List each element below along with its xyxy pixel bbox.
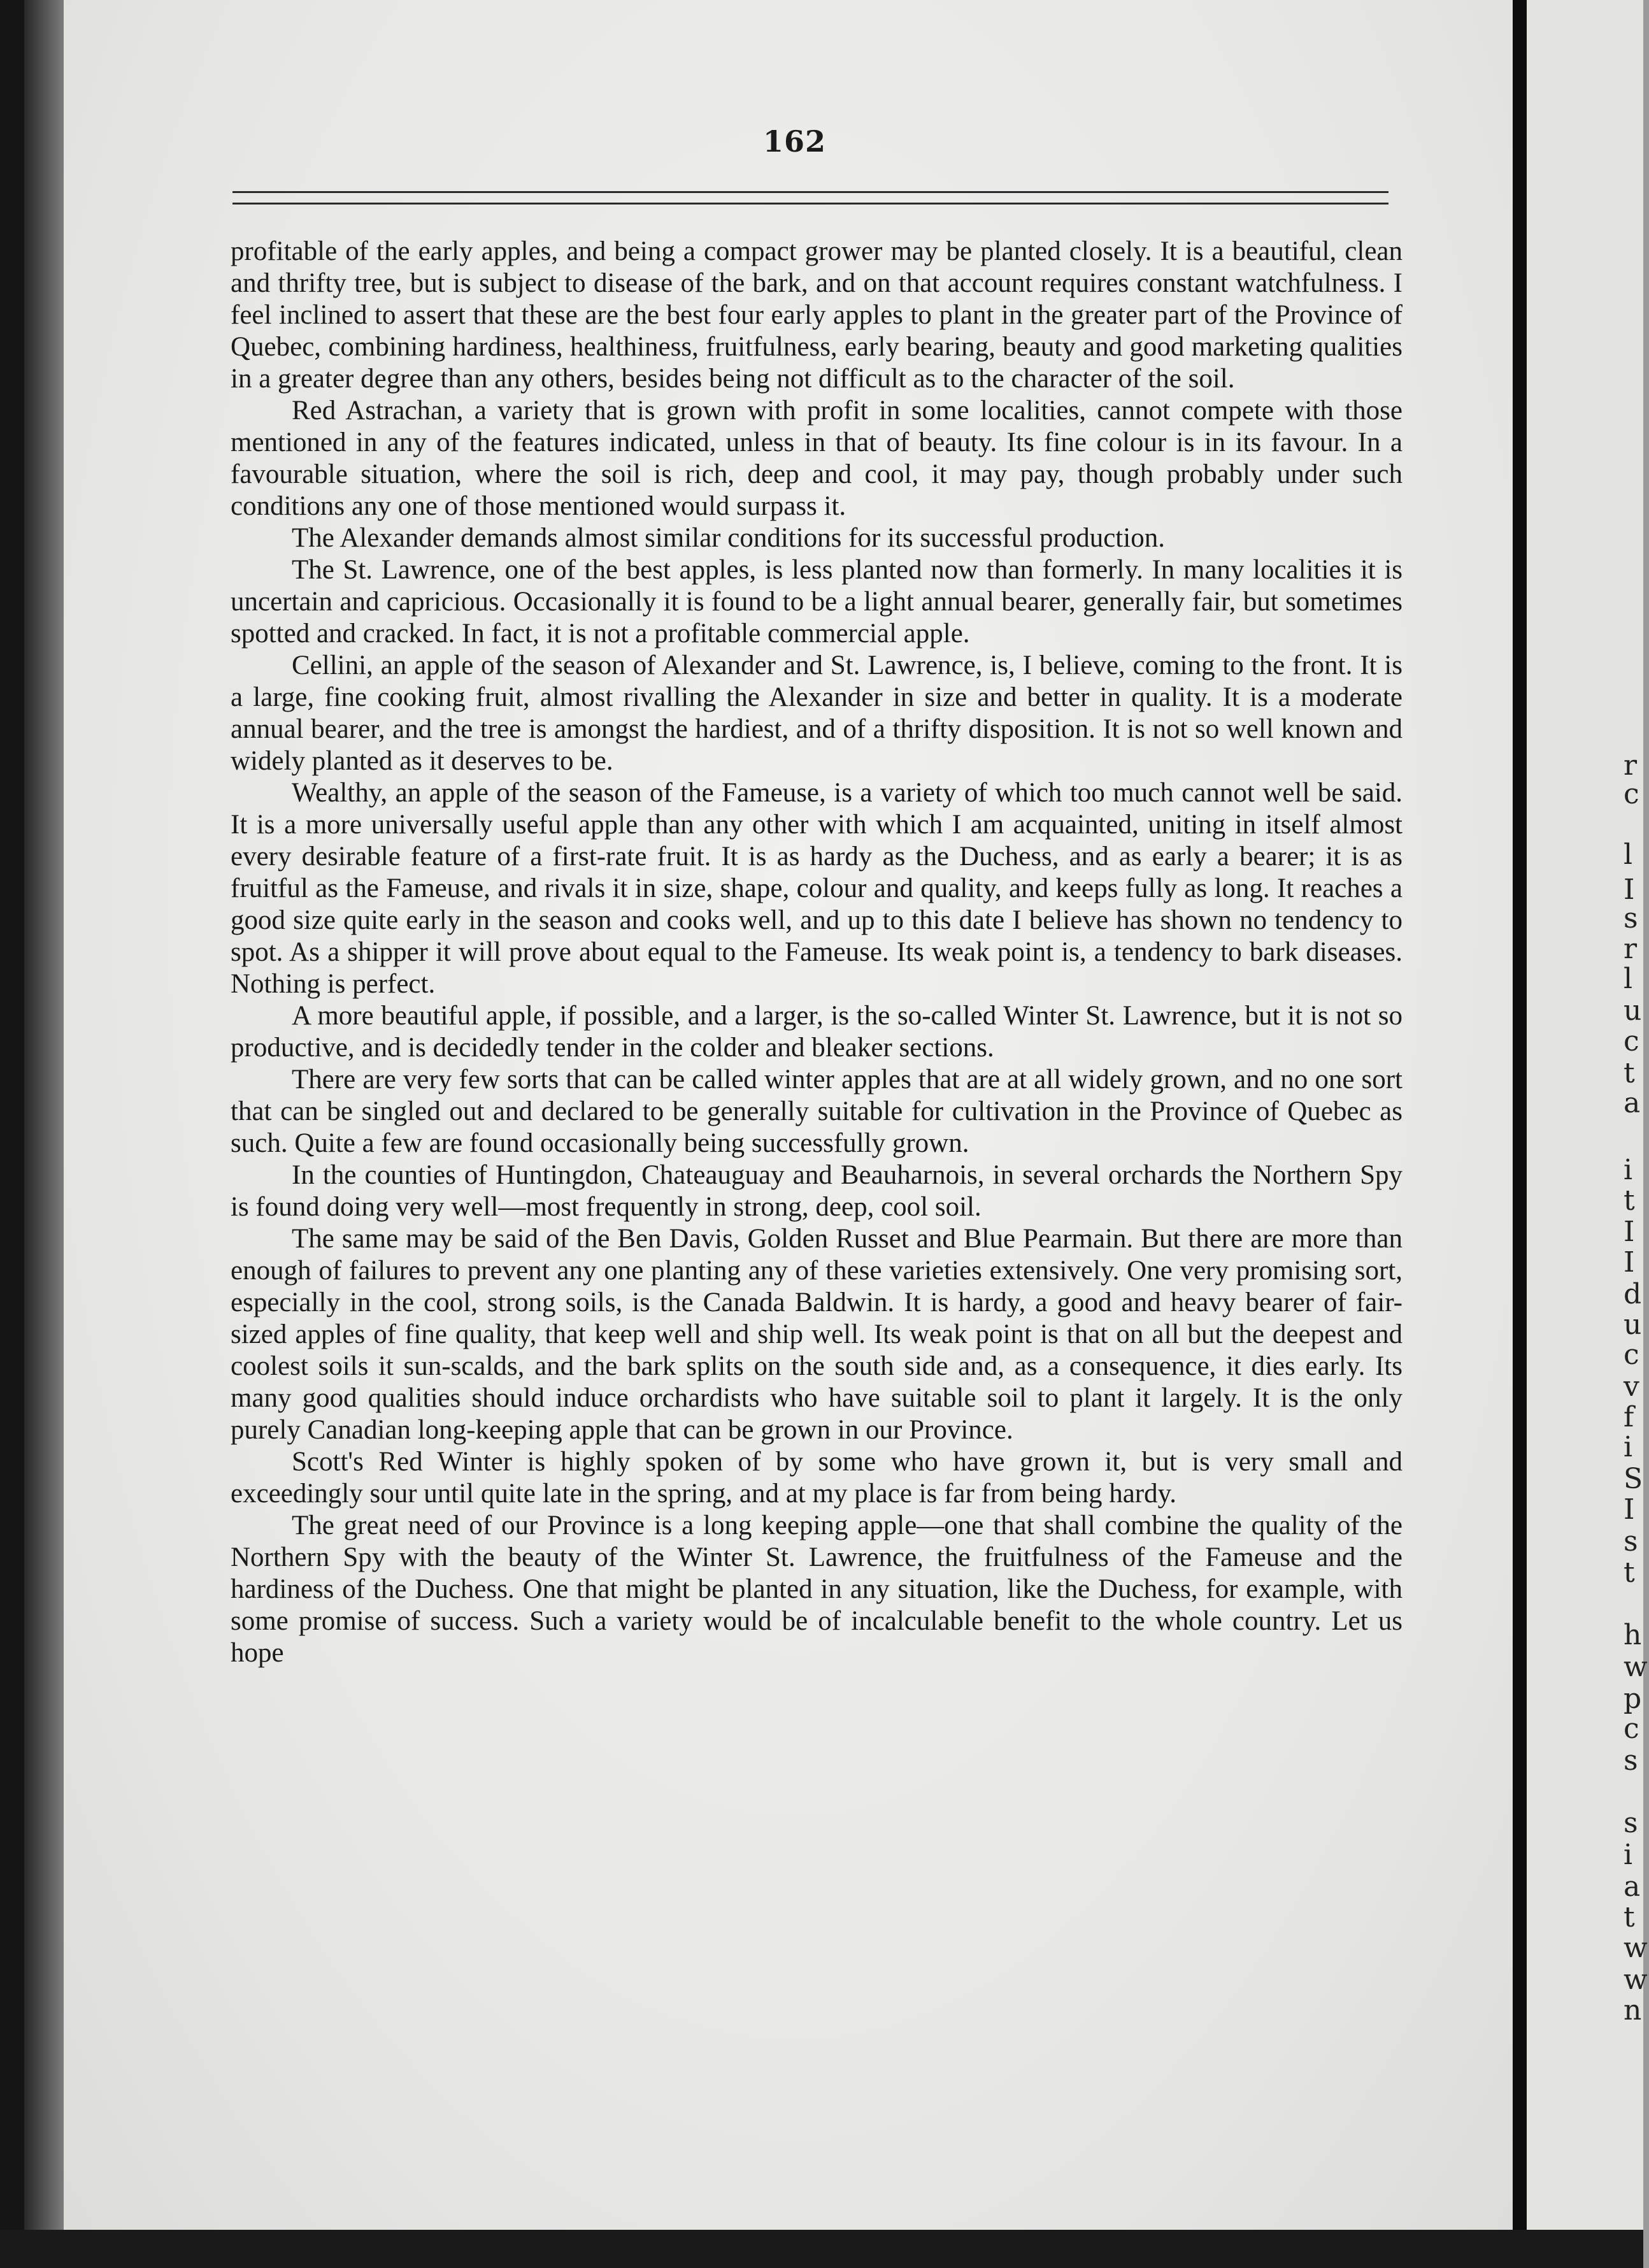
page-gutter — [1513, 0, 1527, 2230]
adjacent-page-letter: a — [1624, 1087, 1641, 1119]
page-number: 162 — [762, 124, 827, 159]
paragraph: A more beautiful apple, if possible, and a larger, is the so-called Winter St. Lawrence, but it is not so productive, and is decidedly tender in the colder and bleaker sections. — [231, 1001, 1403, 1063]
scan-binding-shadow — [0, 0, 24, 2268]
adjacent-page-letter: I — [1624, 1246, 1635, 1279]
paragraph: Cellini, an apple of the season of Alexander and St. Lawrence, is, I believe, coming to the front. It is a large, fine cooking fruit, almost rivalling the Alexander in size and better in quality. It is a moderate annual bearer, and the tree is amongst the hardiest, and of a thrifty disposition. It is not so well known and widely planted as it deserves to be. — [231, 650, 1403, 776]
adjacent-page-letter: s — [1624, 1807, 1638, 1839]
adjacent-page-letter: c — [1624, 1025, 1639, 1058]
adjacent-page-letter: s — [1624, 1525, 1638, 1558]
adjacent-page-letter: c — [1624, 778, 1639, 810]
paragraph: The same may be said of the Ben Davis, Golden Russet and Blue Pearmain. But there are more than enough of failures to prevent any one planting any of these varieties extensively. One very promising sort, especially in the cool, strong soils, is the Canada Baldwin. It is hardy, a good and heavy bearer of fair-sized apples of fine quality, that keep well and ship well. Its weak point is that on all but the deepest and coolest soils it sun-scalds, and the bark splits on the south side and, as a consequence, it dies early. Its many good qualities should induce orchardists who have suitable soil to plant it largely. It is the only purely Canadian long-keeping apple that can be grown in our Province. — [231, 1224, 1403, 1445]
adjacent-page-letter: r — [1624, 933, 1638, 965]
paragraph: Red Astrachan, a variety that is grown with profit in some localities, cannot compete with those mentioned in any of the features indicated, unless in that of beauty. Its fine colour is in its favour. In a favourable situation, where the soil is rich, deep and cool, it may pay, though probably under such conditions any one of those mentioned would surpass it. — [231, 396, 1403, 521]
adjacent-page-letter: v — [1624, 1370, 1639, 1403]
adjacent-page-letter: i — [1624, 1839, 1633, 1871]
adjacent-page-letter: c — [1624, 1339, 1639, 1371]
adjacent-page-letter: u — [1624, 994, 1642, 1027]
paragraph: profitable of the early apples, and being a compact grower may be planted closely. It is a beautiful, clean and thrifty tree, but is subject to disease of the bark, and on that account requires constant watchfulness. I feel inclined to assert that these are the best four early apples to plant in the greater part of the Province of Quebec, combining hardiness, healthiness, fruitfulness, early bearing, beauty and good marketing qualities in a greater degree than any others, besides being not difficult as to the character of the soil. — [231, 236, 1403, 394]
adjacent-page-letter: h — [1624, 1619, 1642, 1651]
adjacent-page-letter: I — [1624, 1216, 1635, 1248]
adjacent-page-letter: n — [1624, 1994, 1642, 2027]
adjacent-page-letter: d — [1624, 1278, 1642, 1310]
paragraph: There are very few sorts that can be called winter apples that are at all widely grown, and no one sort that can be singled out and declared to be generally suitable for cultivation in the Province of Quebec as such. Quite a few are found occasionally being successfully grown. — [231, 1065, 1403, 1158]
page-body — [231, 236, 1403, 1669]
adjacent-page-letter: s — [1624, 1744, 1638, 1777]
adjacent-page-letter: t — [1624, 1057, 1635, 1089]
paragraph: The Alexander demands almost similar conditions for its successful production. — [292, 523, 1165, 553]
adjacent-page-letter: i — [1624, 1431, 1633, 1463]
adjacent-page-letter: p — [1624, 1683, 1642, 1715]
paragraph: The St. Lawrence, one of the best apples, is less planted now than formerly. In many localities it is uncertain and capricious. Occasionally it is found to be a light annual bearer, generally fair, but sometimes spotted and cracked. In fact, it is not a profitable commercial apple. — [231, 555, 1403, 649]
paragraph: Scott's Red Winter is highly spoken of by some who have grown it, but is very small and exceedingly sour until quite late in the spring, and at my place is far from being hardy. — [231, 1447, 1403, 1509]
adjacent-page-letter: t — [1624, 1556, 1635, 1589]
paragraph: Wealthy, an apple of the season of the Fameuse, is a variety of which too much cannot well be said. It is a more universally useful apple than any other with which I am acquainted, uniting in itself almost every desirable feature of a first-rate fruit. It is as hardy as the Duchess, and as early a bearer; it is as fruitful as the Fameuse, and rivals it in size, shape, colour and quality, and keeps fully as long. It reaches a good size quite early in the season and cooks well, and up to this date I believe has shown no tendency to spot. As a shipper it will prove about equal to the Fameuse. Its weak point is, a tendency to bark diseases. Nothing is perfect. — [231, 778, 1403, 999]
adjacent-page-letter: u — [1624, 1309, 1642, 1341]
paragraph: In the counties of Huntingdon, Chateauguay and Beauharnois, in several orchards the Northern Spy is found doing very well—most frequently in strong, deep, cool soil. — [231, 1160, 1403, 1222]
adjacent-page-letter: w — [1624, 1651, 1648, 1683]
adjacent-page-edge — [1527, 0, 1648, 2230]
book-page — [64, 0, 1525, 2230]
header-rule-top — [232, 191, 1388, 193]
adjacent-page-letter: I — [1624, 1493, 1635, 1526]
adjacent-page-letter: c — [1624, 1712, 1639, 1745]
adjacent-page-letter: t — [1624, 1184, 1635, 1217]
adjacent-page-letter: r — [1624, 749, 1638, 782]
paragraph: The great need of our Province is a long keeping apple—one that shall combine the quality of the Northern Spy with the beauty of the Winter St. Lawrence, the fruitfulness of the Fameuse and the hardiness of the Duchess. One that might be planted in any situation, like the Duchess, for example, with some promise of success. Such a variety would be of incalculable benefit to the whole country. Let us hope — [231, 1511, 1403, 1668]
adjacent-page-letter: l — [1624, 963, 1633, 995]
adjacent-page-letter: I — [1624, 873, 1635, 906]
adjacent-page-letter: i — [1624, 1154, 1633, 1186]
adjacent-page-letter: S — [1624, 1463, 1643, 1495]
adjacent-page-letter: f — [1624, 1401, 1634, 1433]
adjacent-page-letter: l — [1624, 838, 1633, 871]
adjacent-page-letter: t — [1624, 1901, 1635, 1934]
adjacent-page-letter: s — [1624, 902, 1638, 935]
adjacent-page-letter: a — [1624, 1870, 1641, 1903]
scan-bottom-margin — [0, 2230, 1643, 2268]
adjacent-page-letter: w — [1624, 1963, 1648, 1996]
adjacent-page-letter: w — [1624, 1932, 1648, 1964]
header-rule-bottom — [232, 203, 1388, 205]
